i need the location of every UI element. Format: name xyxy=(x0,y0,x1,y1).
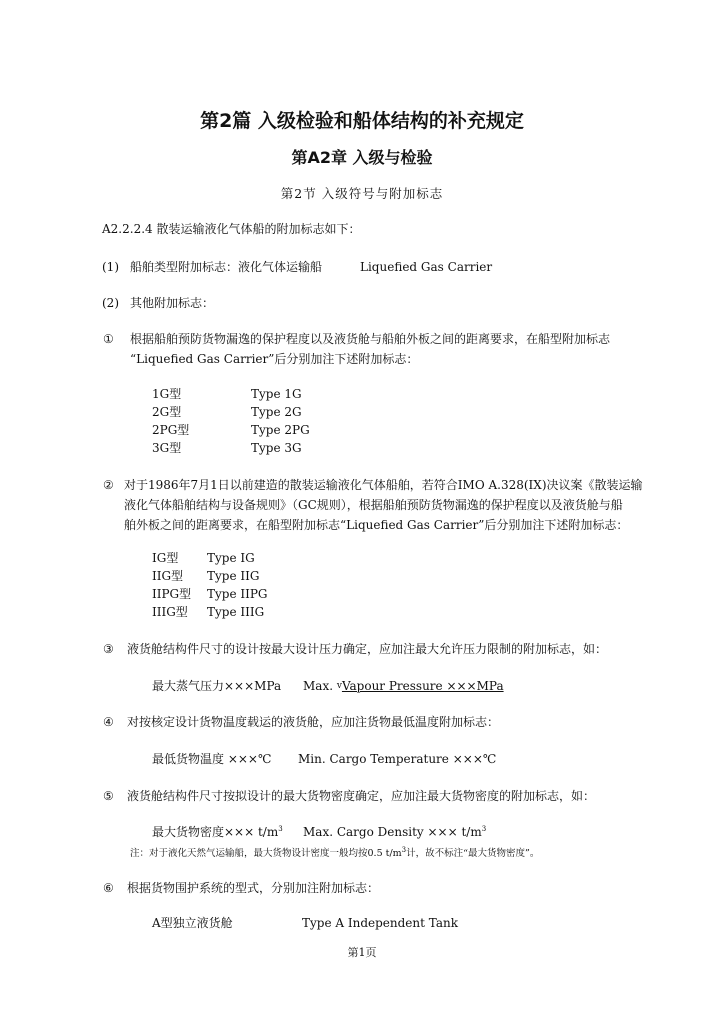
c5-notation-cn xyxy=(152,823,283,841)
c2-line3: 舶外板之间的距离要求，在船型附加标志“Liquefied Gas Carrier”后分别加注下述附加标志： xyxy=(124,518,629,532)
item1-number: (1) xyxy=(102,260,119,274)
c5-text: 液货舱结构件尺寸按拟设计的最大货物密度确定，应加注最大货物密度的附加标志，如： xyxy=(127,789,596,803)
item2-label: 其他附加标志： xyxy=(130,296,215,310)
c2-line2: 液化气体船舶结构与设备规则》（GC规则），根据船舶预防货物漏逸的保护程度以及液货舱与船 xyxy=(124,498,623,512)
c3-notation-cn: 最大蒸气压力×××MPa xyxy=(152,679,282,693)
c1-type-cn: 3G型 xyxy=(152,441,182,455)
item1-label: 船舶类型附加标志：液化气体运输船 xyxy=(130,260,323,274)
c5-note-sup: 3 xyxy=(401,845,407,854)
c1-line1: 根据船舶预防货物漏逸的保护程度以及液货舱与船舶外板之间的距离要求，在船型附加标志 xyxy=(130,332,611,346)
c5-notation-en-main: Max. Cargo Density ××× t/m xyxy=(303,825,482,839)
c3-notation-en xyxy=(303,677,504,695)
c5-note-a: 注：对于液化天然气运输船，最大货物设计密度一般均按0.5 t/m xyxy=(130,848,402,859)
c4-number: ④ xyxy=(103,715,114,729)
c4-notation-cn: 最低货物温度 ×××℃ xyxy=(152,752,272,766)
item1-value: Liquefied Gas Carrier xyxy=(360,260,493,274)
c6-number: ⑥ xyxy=(103,881,114,895)
section-title: 第2节 入级符号与附加标志 xyxy=(280,186,444,201)
c1-number: ① xyxy=(103,332,114,346)
c6-notation-en: Type A Independent Tank xyxy=(302,916,458,930)
c1-type-en: Type 2G xyxy=(251,405,302,419)
c5-notation-en xyxy=(303,823,486,841)
c2-type-cn: IG型 xyxy=(152,551,179,565)
c2-type-en: Type IIG xyxy=(207,569,260,583)
c6-text: 根据货物围护系统的型式，分别加注附加标志： xyxy=(127,881,380,895)
c5-note-b: 计，故不标注“最大货物密度”。 xyxy=(406,848,540,859)
c5-notation-cn-main: 最大货物密度××× t/m xyxy=(152,825,279,839)
c3-text: 液货舱结构件尺寸的设计按最大设计压力确定，应加注最大允许压力限制的附加标志，如： xyxy=(127,642,608,656)
item2-number: (2) xyxy=(102,296,119,310)
c4-notation-en: Min. Cargo Temperature ×××℃ xyxy=(298,752,497,766)
c1-type-en: Type 3G xyxy=(251,441,302,455)
c5-note xyxy=(130,845,539,859)
part-title: 第2篇 入级检验和船体结构的补充规定 xyxy=(200,110,524,132)
c3-notation-en-mark: v xyxy=(336,681,342,691)
c2-type-cn: IIIG型 xyxy=(152,605,188,619)
c6-notation-cn: A型独立液货舱 xyxy=(152,916,233,930)
c5-number: ⑤ xyxy=(103,789,114,803)
c1-type-cn: 1G型 xyxy=(152,387,182,401)
c1-type-en: Type 2PG xyxy=(251,423,310,437)
chapter-title: 第A2章 入级与检验 xyxy=(291,148,433,167)
c2-type-en: Type IIIG xyxy=(207,605,265,619)
c2-line1: 对于1986年7月1日以前建造的散装运输液化气体船舶，若符合IMO A.328(IX)决议案《散装运输 xyxy=(124,478,643,492)
c2-number: ② xyxy=(103,478,114,492)
c4-text: 对按核定设计货物温度载运的液货舱，应加注货物最低温度附加标志： xyxy=(127,715,500,729)
c2-type-en: Type IIPG xyxy=(207,587,268,601)
c2-type-cn: IIG型 xyxy=(152,569,184,583)
c2-type-en: Type IG xyxy=(207,551,255,565)
intro-text: A2.2.2.4 散装运输液化气体船的附加标志如下： xyxy=(102,222,361,236)
c3-number: ③ xyxy=(103,642,114,656)
c1-type-en: Type 1G xyxy=(251,387,302,401)
c3-notation-en-prefix: Max. xyxy=(303,679,337,693)
c5-notation-cn-sup: 3 xyxy=(278,825,283,833)
page-number: 第1页 xyxy=(347,946,377,959)
c5-notation-en-sup: 3 xyxy=(481,825,487,833)
c2-type-cn: IIPG型 xyxy=(152,587,192,601)
c1-type-cn: 2G型 xyxy=(152,405,182,419)
c3-notation-en-rest: Vapour Pressure ×××MPa xyxy=(341,679,504,693)
c1-type-cn: 2PG型 xyxy=(152,423,190,437)
c1-line2: “Liquefied Gas Carrier”后分别加注下述附加标志： xyxy=(130,352,419,366)
